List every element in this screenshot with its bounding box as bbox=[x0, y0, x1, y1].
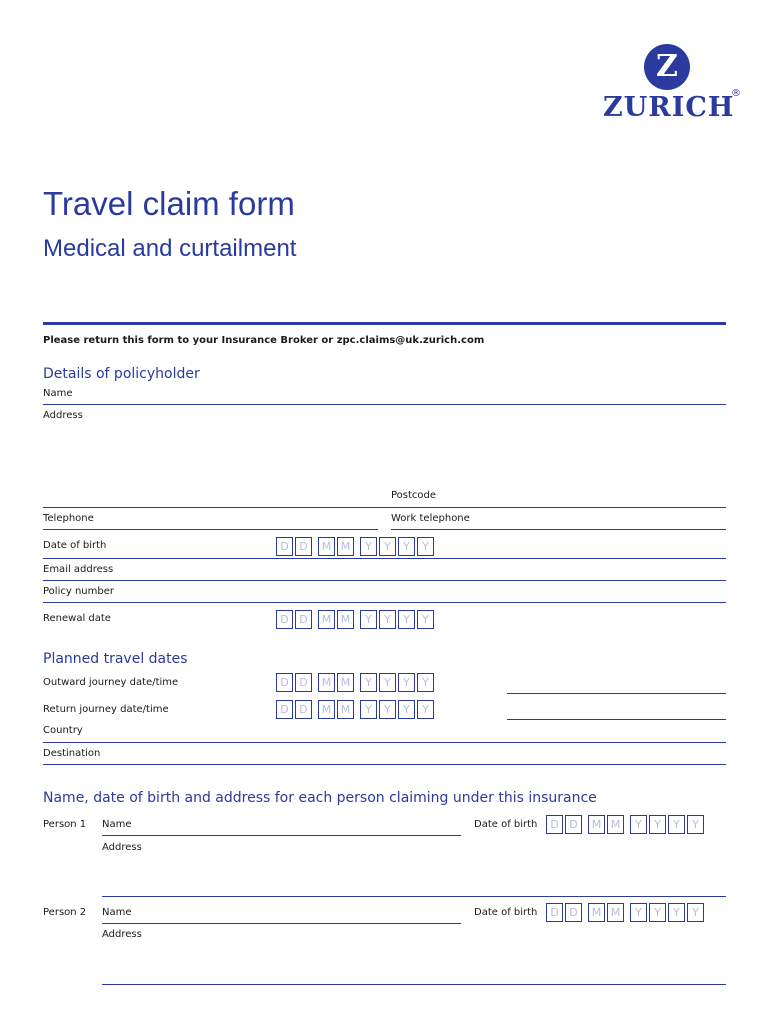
renewal-date-field[interactable] bbox=[276, 610, 440, 630]
registered-mark: ® bbox=[731, 88, 741, 99]
year-cell[interactable]: Y bbox=[687, 903, 704, 922]
month-cell[interactable]: M bbox=[318, 537, 335, 556]
address-field[interactable] bbox=[43, 424, 726, 504]
day-cell[interactable]: D bbox=[276, 673, 293, 692]
year-cell[interactable]: Y bbox=[630, 903, 647, 922]
month-cell[interactable]: M bbox=[607, 903, 624, 922]
person-2-dob-field[interactable] bbox=[546, 903, 704, 923]
month-cell[interactable]: M bbox=[588, 815, 605, 834]
day-cell[interactable]: D bbox=[546, 815, 563, 834]
day-cell[interactable]: D bbox=[295, 537, 312, 556]
year-cell[interactable]: Y bbox=[417, 673, 434, 692]
year-cell[interactable]: Y bbox=[379, 537, 396, 556]
year-cell[interactable]: Y bbox=[668, 903, 685, 922]
day-cell[interactable]: D bbox=[565, 815, 582, 834]
email-field[interactable] bbox=[43, 580, 726, 581]
year-cell[interactable]: Y bbox=[360, 673, 377, 692]
work-telephone-label: Work telephone bbox=[391, 513, 470, 524]
year-cell[interactable]: Y bbox=[379, 673, 396, 692]
month-cell[interactable]: M bbox=[337, 673, 354, 692]
page-title: Travel claim form bbox=[43, 185, 295, 222]
person-1-label: Person 1 bbox=[43, 819, 87, 830]
year-cell[interactable]: Y bbox=[649, 815, 666, 834]
month-cell[interactable]: M bbox=[318, 673, 335, 692]
year-cell[interactable]: Y bbox=[398, 610, 415, 629]
month-cell[interactable]: M bbox=[318, 610, 335, 629]
year-cell[interactable]: Y bbox=[417, 700, 434, 719]
zurich-z-logo-icon: Z bbox=[644, 44, 690, 90]
day-cell[interactable]: D bbox=[565, 903, 582, 922]
work-telephone-field[interactable] bbox=[391, 529, 726, 530]
person-2-label: Person 2 bbox=[43, 907, 87, 918]
country-field[interactable] bbox=[43, 742, 726, 743]
name-label: Name bbox=[43, 388, 73, 399]
person-2-name-field[interactable] bbox=[102, 923, 461, 924]
year-cell[interactable]: Y bbox=[360, 700, 377, 719]
destination-label: Destination bbox=[43, 748, 101, 759]
month-cell[interactable]: M bbox=[318, 700, 335, 719]
person-1-address-label: Address bbox=[102, 842, 142, 853]
month-cell[interactable]: M bbox=[337, 610, 354, 629]
dob-rule bbox=[43, 558, 726, 559]
country-label: Country bbox=[43, 725, 83, 736]
person-2-name-label: Name bbox=[102, 907, 132, 918]
day-cell[interactable]: D bbox=[295, 673, 312, 692]
name-field[interactable] bbox=[43, 404, 726, 405]
person-1-dob-label: Date of birth bbox=[474, 819, 538, 830]
year-cell[interactable]: Y bbox=[398, 700, 415, 719]
policy-number-label: Policy number bbox=[43, 586, 114, 597]
year-cell[interactable]: Y bbox=[360, 610, 377, 629]
year-cell[interactable]: Y bbox=[687, 815, 704, 834]
year-cell[interactable]: Y bbox=[417, 610, 434, 629]
header-rule bbox=[43, 322, 726, 325]
email-label: Email address bbox=[43, 564, 114, 575]
year-cell[interactable]: Y bbox=[360, 537, 377, 556]
year-cell[interactable]: Y bbox=[630, 815, 647, 834]
renewal-date-label: Renewal date bbox=[43, 613, 111, 624]
year-cell[interactable]: Y bbox=[417, 537, 434, 556]
section-heading-persons: Name, date of birth and address for each person claiming under this insurance bbox=[43, 790, 597, 806]
postcode-field[interactable] bbox=[43, 507, 726, 508]
year-cell[interactable]: Y bbox=[379, 700, 396, 719]
person-2-dob-label: Date of birth bbox=[474, 907, 538, 918]
person-1-name-field[interactable] bbox=[102, 835, 461, 836]
return-date-field[interactable] bbox=[276, 700, 440, 720]
day-cell[interactable]: D bbox=[276, 610, 293, 629]
dob-label: Date of birth bbox=[43, 540, 107, 551]
person-1-address-field[interactable] bbox=[102, 896, 726, 897]
outward-date-field[interactable] bbox=[276, 673, 440, 693]
address-label: Address bbox=[43, 410, 83, 421]
day-cell[interactable]: D bbox=[546, 903, 563, 922]
postcode-label: Postcode bbox=[391, 490, 437, 501]
day-cell[interactable]: D bbox=[295, 610, 312, 629]
day-cell[interactable]: D bbox=[295, 700, 312, 719]
year-cell[interactable]: Y bbox=[398, 537, 415, 556]
person-1-dob-field[interactable] bbox=[546, 815, 704, 835]
page-subtitle: Medical and curtailment bbox=[43, 235, 297, 262]
month-cell[interactable]: M bbox=[588, 903, 605, 922]
outward-time-field[interactable] bbox=[507, 693, 726, 694]
return-journey-label: Return journey date/time bbox=[43, 704, 169, 715]
outward-journey-label: Outward journey date/time bbox=[43, 677, 179, 688]
person-1-name-label: Name bbox=[102, 819, 132, 830]
telephone-field[interactable] bbox=[43, 529, 378, 530]
return-time-field[interactable] bbox=[507, 719, 726, 720]
policy-number-field[interactable] bbox=[43, 602, 726, 603]
return-note: Please return this form to your Insurance Broker or zpc.claims@uk.zurich.com bbox=[43, 335, 485, 346]
year-cell[interactable]: Y bbox=[649, 903, 666, 922]
year-cell[interactable]: Y bbox=[398, 673, 415, 692]
month-cell[interactable]: M bbox=[337, 537, 354, 556]
section-heading-travel: Planned travel dates bbox=[43, 651, 188, 667]
person-2-address-field[interactable] bbox=[102, 984, 726, 985]
brand-name: ZURICH bbox=[603, 92, 735, 123]
section-heading-policyholder: Details of policyholder bbox=[43, 366, 200, 382]
year-cell[interactable]: Y bbox=[668, 815, 685, 834]
person-2-address-label: Address bbox=[102, 929, 142, 940]
destination-field[interactable] bbox=[43, 764, 726, 765]
month-cell[interactable]: M bbox=[337, 700, 354, 719]
telephone-label: Telephone bbox=[43, 513, 94, 524]
year-cell[interactable]: Y bbox=[379, 610, 396, 629]
day-cell[interactable]: D bbox=[276, 700, 293, 719]
day-cell[interactable]: D bbox=[276, 537, 293, 556]
dob-field[interactable] bbox=[276, 537, 440, 557]
month-cell[interactable]: M bbox=[607, 815, 624, 834]
